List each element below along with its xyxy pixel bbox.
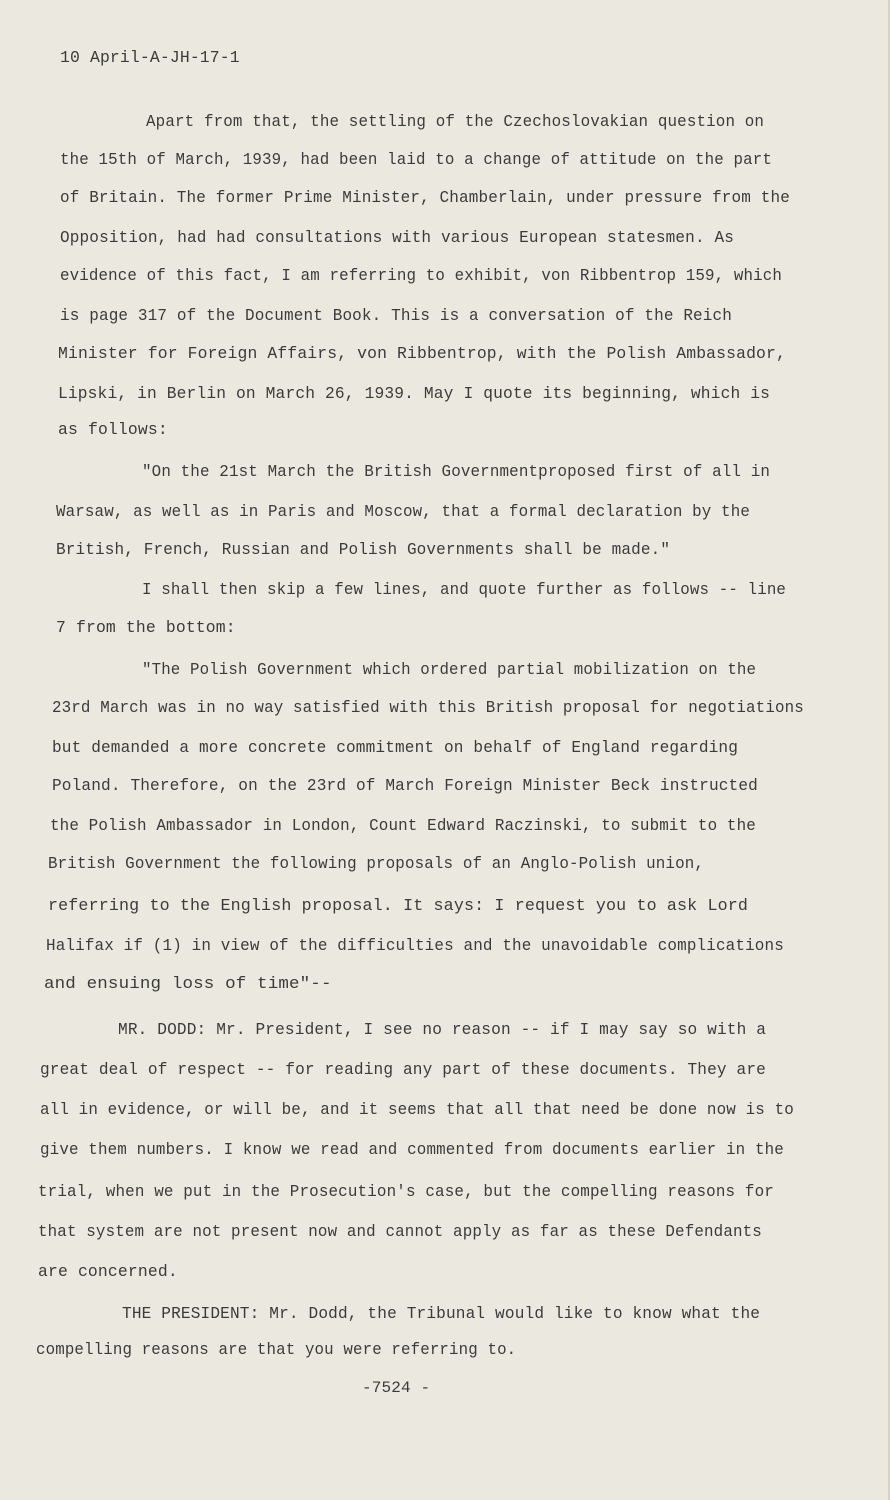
text-line: evidence of this fact, I am referring to exhibit, von Ribbentrop 159, which	[60, 266, 782, 285]
text-line: Apart from that, the settling of the Czechoslovakian question on	[146, 112, 765, 131]
text-line: great deal of respect -- for reading any part of these documents. They are	[40, 1060, 766, 1079]
text-line: are concerned.	[38, 1262, 178, 1281]
quote-line: Halifax if (1) in view of the difficulties and the unavoidable complications	[46, 936, 784, 955]
text-line: of Britain. The former Prime Minister, Chamberlain, under pressure from the	[60, 188, 790, 207]
quote-line: "The Polish Government which ordered partial mobilization on the	[142, 660, 757, 679]
header-reference: 10 April-A-JH-17-1	[60, 48, 240, 67]
text-line: that system are not present now and cannot apply as far as these Defendants	[38, 1222, 762, 1241]
quote-line: British, French, Russian and Polish Governments shall be made."	[56, 540, 671, 559]
text-line: all in evidence, or will be, and it seems that all that need be done now is to	[40, 1100, 794, 1119]
quote-line: 23rd March was in no way satisfied with this British proposal for negotiations	[52, 698, 804, 717]
speaker-line-president: THE PRESIDENT: Mr. Dodd, the Tribunal would like to know what the	[122, 1304, 761, 1323]
quote-line: Warsaw, as well as in Paris and Moscow, that a formal declaration by the	[56, 502, 750, 521]
text-line: compelling reasons are that you were referring to.	[36, 1340, 517, 1359]
text-line: trial, when we put in the Prosecution's case, but the compelling reasons for	[38, 1182, 774, 1201]
quote-line: British Government the following proposals of an Anglo-Polish union,	[48, 854, 705, 873]
text-line: is page 317 of the Document Book. This is a conversation of the Reich	[60, 306, 733, 325]
quote-line: and ensuing loss of time"--	[44, 974, 332, 993]
quote-line: the Polish Ambassador in London, Count Edward Raczinski, to submit to the	[50, 816, 756, 835]
quote-line: referring to the English proposal. It says: I request you to ask Lord	[48, 896, 749, 915]
text-line: Minister for Foreign Affairs, von Ribbentrop, with the Polish Ambassador,	[58, 344, 786, 363]
quote-line: "On the 21st March the British Governmentproposed first of all in	[142, 462, 771, 481]
text-line: I shall then skip a few lines, and quote further as follows -- line	[142, 580, 787, 599]
quote-line: Poland. Therefore, on the 23rd of March Foreign Minister Beck instructed	[52, 776, 758, 795]
speaker-line-dodd: MR. DODD: Mr. President, I see no reason -- if I may say so with a	[118, 1020, 767, 1039]
text-line: as follows:	[58, 420, 168, 439]
page-number: -7524 -	[362, 1379, 431, 1397]
text-line: the 15th of March, 1939, had been laid to a change of attitude on the part	[60, 150, 772, 169]
text-line: 7 from the bottom:	[56, 618, 236, 637]
quote-line: but demanded a more concrete commitment on behalf of England regarding	[52, 738, 739, 757]
text-line: give them numbers. I know we read and commented from documents earlier in the	[40, 1140, 784, 1159]
text-line: Lipski, in Berlin on March 26, 1939. May I quote its beginning, which is	[58, 384, 771, 403]
text-line: Opposition, had had consultations with various European statesmen. As	[60, 228, 735, 247]
